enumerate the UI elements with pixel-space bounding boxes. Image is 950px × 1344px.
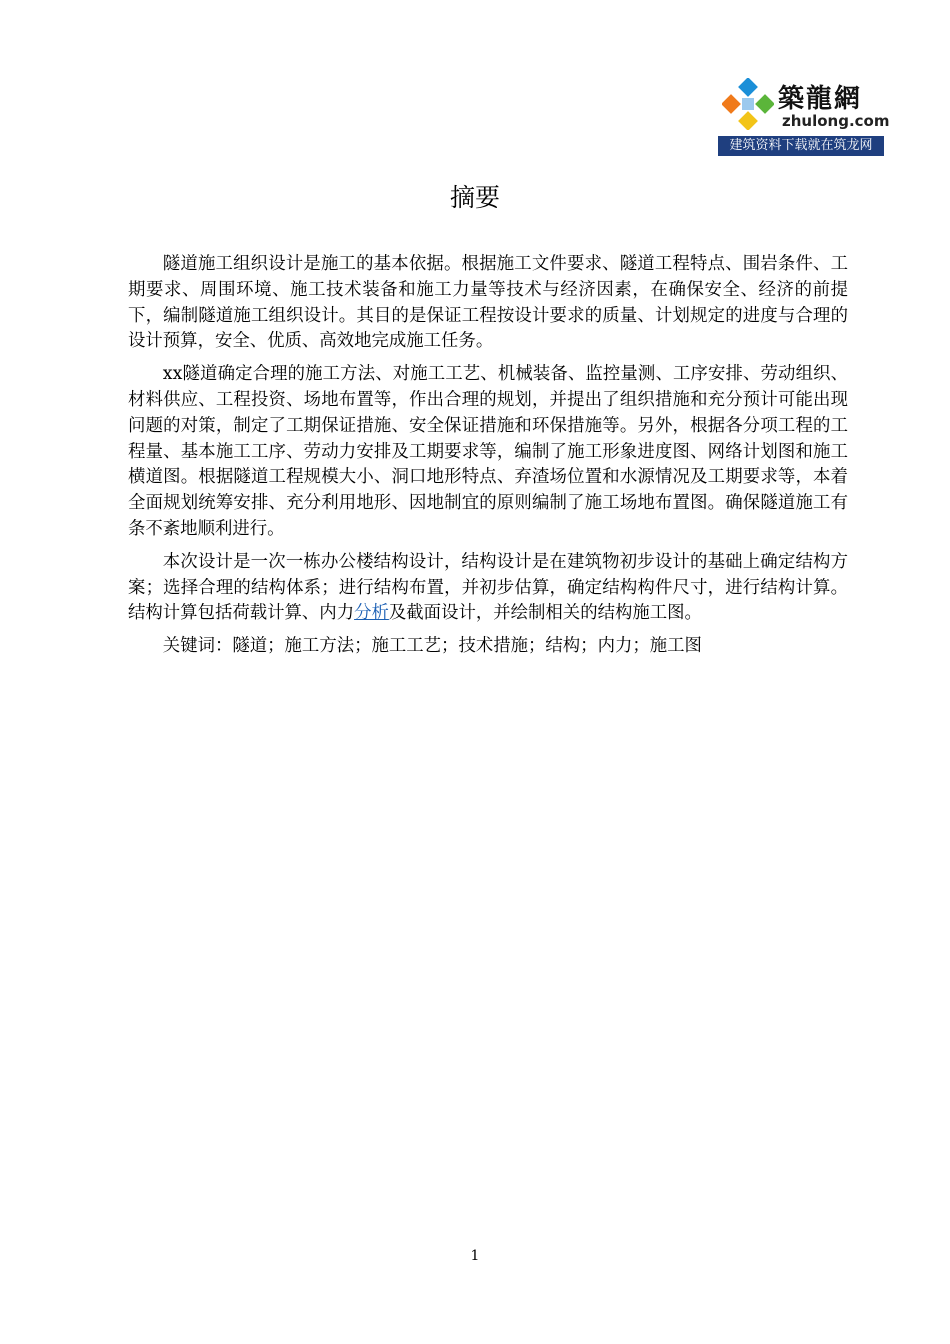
paragraph-3-text-after: 及截面设计，并绘制相关的结构施工图。 bbox=[388, 603, 702, 624]
pinwheel-logo-icon bbox=[722, 78, 774, 130]
zhulong-logo bbox=[718, 76, 890, 156]
keywords: 关键词：隧道；施工方法；施工工艺；技术措施；结构；内力；施工图 bbox=[162, 636, 702, 657]
logo-chinese-name: 築龍網 bbox=[778, 84, 863, 114]
page-title: 摘要 bbox=[449, 183, 500, 212]
abstract-body bbox=[128, 252, 848, 667]
analysis-link[interactable]: 分析 bbox=[354, 603, 389, 624]
paragraph-3 bbox=[128, 550, 848, 627]
paragraph-1: 隧道施工组织设计是施工的基本依据。根据施工文件要求、隧道工程特点、围岩条件、工期要求、周围环境、施工技术装备和施工力量等技术与经济因素，在确保安全、经济的前提下，编制隧道施工组织设计。其目的是保证工程按设计要求的质量、计划规定的进度与合理的设计预算，安全、优质、高效地完成施工任务。 bbox=[128, 254, 848, 352]
page-number: 1 bbox=[470, 1248, 480, 1264]
paragraph-2: xx隧道确定合理的施工方法、对施工工艺、机械装备、监控量测、工序安排、劳动组织、材料供应、工程投资、场地布置等，作出合理的规划，并提出了组织措施和充分预计可能出现问题的对策，制定了工期保证措施、安全保证措施和环保措施等。另外，根据各分项工程的工程量、基本施工工序、劳动力安排及工期要求等，编制了施工形象进度图、网络计划图和施工横道图。根据隧道工程规模大小、洞口地形特点、弃渣场位置和水源情况及工期要求等，本着全面规划统筹安排、充分利用地形、因地制宜的原则编制了施工场地布置图。确保隧道施工有条不紊地顺利进行。 bbox=[128, 364, 848, 539]
logo-domain: zhulong.com bbox=[782, 112, 890, 130]
paragraph-3-text-before: 本次设计是一次一栋办公楼结构设计，结构设计是在建筑物初步设计的基础上确定结构方案；选择合理的结构体系；进行结构布置，并初步估算，确定结构构件尺寸，进行结构计算。结构计算包括荷载计算、内力 bbox=[128, 551, 848, 624]
logo-slogan: 建筑资料下载就在筑龙网 bbox=[718, 136, 884, 156]
